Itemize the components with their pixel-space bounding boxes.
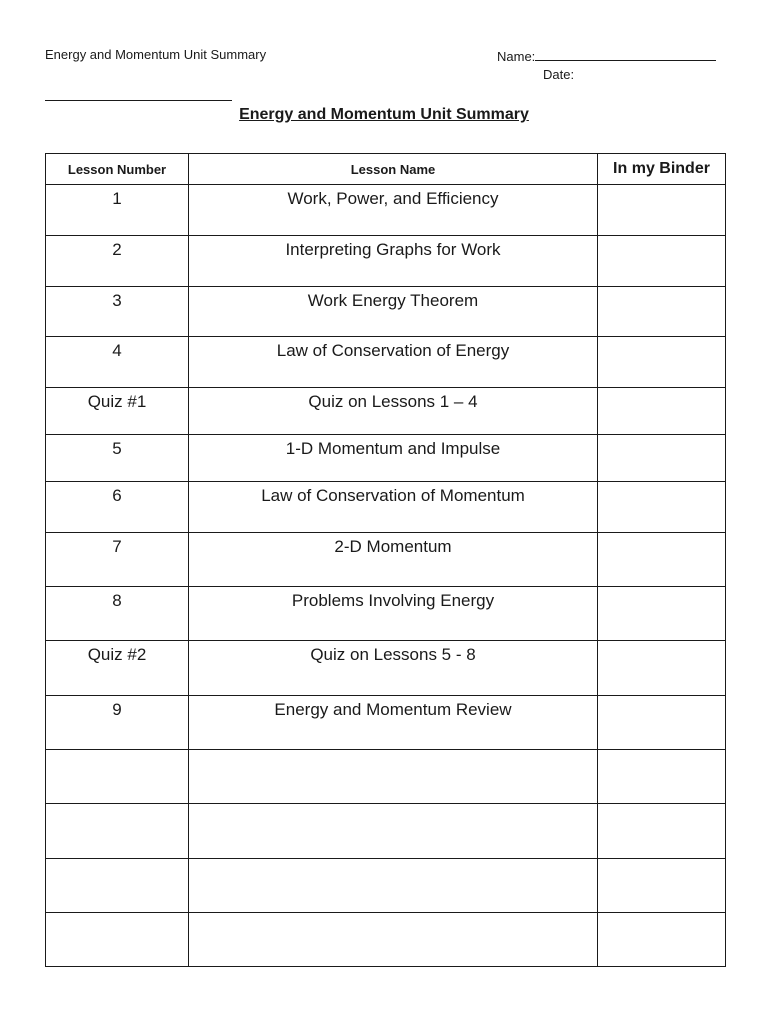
binder-check-cell[interactable] bbox=[598, 913, 726, 967]
table-row bbox=[46, 587, 726, 641]
lesson-name-cell bbox=[189, 750, 598, 804]
table-row bbox=[46, 750, 726, 804]
lesson-number-cell bbox=[46, 804, 189, 859]
lesson-number-cell: Quiz #2 bbox=[46, 641, 189, 696]
table-row bbox=[46, 388, 726, 435]
lesson-name-cell: Quiz on Lessons 5 - 8 bbox=[189, 641, 598, 696]
name-label: Name: bbox=[497, 49, 536, 64]
column-header-lesson-name: Lesson Name bbox=[189, 154, 598, 185]
lesson-name-cell: Law of Conservation of Energy bbox=[189, 337, 598, 388]
lesson-number-cell bbox=[46, 750, 189, 804]
lesson-name-cell: 1-D Momentum and Impulse bbox=[189, 435, 598, 482]
binder-check-cell[interactable] bbox=[598, 236, 726, 287]
column-header-lesson-number: Lesson Number bbox=[46, 154, 189, 185]
lesson-number-cell: 6 bbox=[46, 482, 189, 533]
binder-check-cell[interactable] bbox=[598, 337, 726, 388]
binder-check-cell[interactable] bbox=[598, 641, 726, 696]
lesson-number-cell bbox=[46, 859, 189, 913]
lesson-number-cell: 3 bbox=[46, 287, 189, 337]
binder-check-cell[interactable] bbox=[598, 482, 726, 533]
lesson-name-cell bbox=[189, 859, 598, 913]
lesson-name-cell: Quiz on Lessons 1 – 4 bbox=[189, 388, 598, 435]
lesson-number-cell: 7 bbox=[46, 533, 189, 587]
binder-check-cell[interactable] bbox=[598, 435, 726, 482]
lesson-name-cell: Law of Conservation of Momentum bbox=[189, 482, 598, 533]
lesson-name-cell: Energy and Momentum Review bbox=[189, 696, 598, 750]
name-blank-line[interactable] bbox=[535, 47, 716, 61]
lesson-name-cell: Problems Involving Energy bbox=[189, 587, 598, 641]
table-row bbox=[46, 337, 726, 388]
table-row bbox=[46, 804, 726, 859]
lesson-number-cell: 9 bbox=[46, 696, 189, 750]
column-header-in-my-binder: In my Binder bbox=[598, 154, 726, 185]
document-header-title: Energy and Momentum Unit Summary bbox=[45, 47, 267, 62]
table-row bbox=[46, 435, 726, 482]
table-header-row bbox=[46, 154, 726, 185]
unit-summary-table bbox=[45, 153, 726, 967]
table-row bbox=[46, 287, 726, 337]
binder-check-cell[interactable] bbox=[598, 533, 726, 587]
binder-check-cell[interactable] bbox=[598, 750, 726, 804]
binder-check-cell[interactable] bbox=[598, 696, 726, 750]
lesson-number-cell: 4 bbox=[46, 337, 189, 388]
binder-check-cell[interactable] bbox=[598, 804, 726, 859]
lesson-name-cell: Interpreting Graphs for Work bbox=[189, 236, 598, 287]
lesson-number-cell: 1 bbox=[46, 185, 189, 236]
binder-check-cell[interactable] bbox=[598, 287, 726, 337]
binder-check-cell[interactable] bbox=[598, 859, 726, 913]
lesson-number-cell: 2 bbox=[46, 236, 189, 287]
lesson-number-cell bbox=[46, 913, 189, 967]
table-row bbox=[46, 641, 726, 696]
table-row bbox=[46, 482, 726, 533]
lesson-number-cell: Quiz #1 bbox=[46, 388, 189, 435]
lesson-number-cell: 5 bbox=[46, 435, 189, 482]
table-row bbox=[46, 859, 726, 913]
lesson-number-cell: 8 bbox=[46, 587, 189, 641]
lesson-name-cell: 2-D Momentum bbox=[189, 533, 598, 587]
table-row bbox=[46, 913, 726, 967]
table-body bbox=[46, 185, 726, 967]
lesson-name-cell: Work, Power, and Efficiency bbox=[189, 185, 598, 236]
binder-check-cell[interactable] bbox=[598, 388, 726, 435]
date-blank-line[interactable] bbox=[45, 100, 232, 101]
lesson-name-cell bbox=[189, 804, 598, 859]
binder-check-cell[interactable] bbox=[598, 587, 726, 641]
lesson-name-cell bbox=[189, 913, 598, 967]
date-label: Date: bbox=[543, 67, 575, 82]
table-row bbox=[46, 185, 726, 236]
page-title: Energy and Momentum Unit Summary bbox=[239, 106, 529, 123]
table-row bbox=[46, 236, 726, 287]
table-row bbox=[46, 533, 726, 587]
name-field bbox=[497, 47, 716, 64]
table-row bbox=[46, 696, 726, 750]
binder-check-cell[interactable] bbox=[598, 185, 726, 236]
lesson-name-cell: Work Energy Theorem bbox=[189, 287, 598, 337]
